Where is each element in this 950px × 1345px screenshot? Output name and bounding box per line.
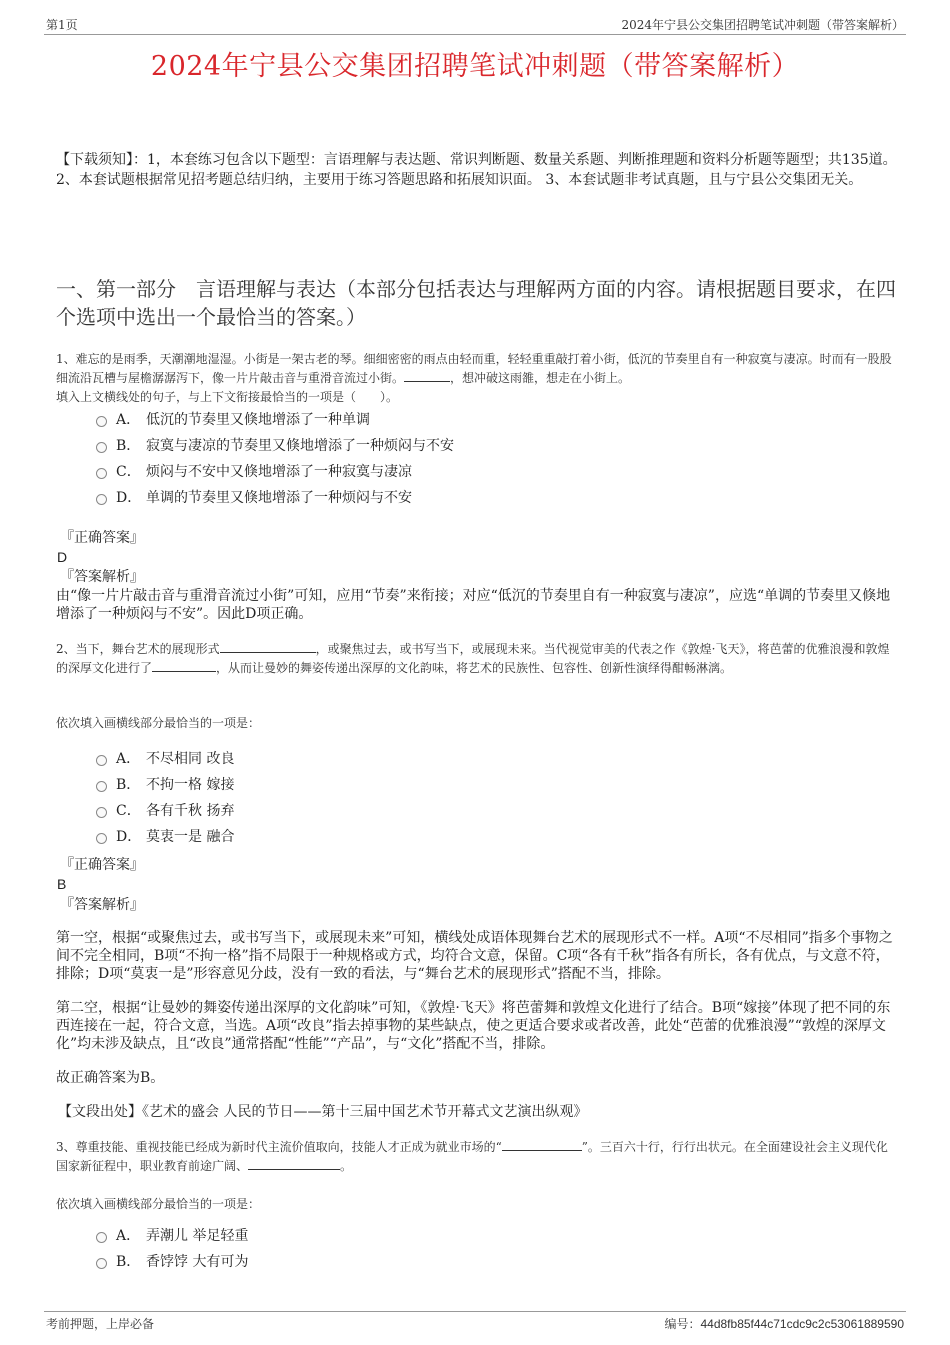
option-b[interactable]: B． 不拘一格 嫁接 — [96, 772, 596, 798]
answer-blank — [220, 640, 316, 653]
question-2-stem: 2、当下，舞台艺术的展现形式 ，或聚焦过去，或书写当下，或展现未来。当代视觉审美的代表之作《敦煌·飞天》，将芭蕾的优雅浪漫和敦煌的深厚文化进行了 ，从而让曼妙的舞姿传递出深厚的文化韵味，将艺术的民族性、包容性、创新性演绎得酣畅淋漓。 — [56, 642, 890, 675]
question-prompt: 依次填入画横线部分最恰当的一项是： — [56, 1197, 261, 1211]
page-footer — [44, 1311, 906, 1332]
option-d[interactable]: D． 莫衷一是 融合 — [96, 824, 596, 850]
answer-blank — [404, 369, 450, 382]
analysis-paragraph-1: 第一空，根据“或聚焦过去，或书写当下，或展现未来”可知，横线处成语体现舞台艺术的展现形式不一样。A项“不尽相同”指多个事物之间不完全相同，B项“不拘一格”指不局限于一种规格或方式，均符合文意，保留。C项“各有千秋”指各有所长，各有优点，与文意不符，排除；D项“莫衷一是”形容意见分歧，没有一致的看法，与“舞台艺术的展现形式”搭配不当，排除。 — [56, 930, 893, 982]
answer-blank — [248, 1157, 340, 1170]
radio-icon[interactable] — [96, 468, 107, 479]
radio-icon[interactable] — [96, 833, 107, 844]
correct-answer: D — [57, 549, 68, 565]
source-citation: 【文段出处】《艺术的盛会 人民的节日——第十三届中国艺术节开幕式文艺演出纵观》 — [58, 1104, 588, 1120]
correct-answer: B — [57, 876, 67, 892]
analysis-text: 由“像一片片敲击音与重滑音流过小街”可知，应用“节奏”来衔接；对应“低沉的节奏里自有一种寂寞与凄凉”，应选“单调的节奏里又倏地增添了一种烦闷与不安”。因此D项正确。 — [56, 588, 891, 622]
footer-slogan: 考前押题，上岸必备 — [46, 1317, 155, 1331]
radio-icon[interactable] — [96, 1258, 107, 1269]
question-2-options — [96, 746, 596, 850]
section-heading: 一、第一部分 言语理解与表达（本部分包括表达与理解两方面的内容。请根据题目要求，在四个选项中选出一个最恰当的答案。） — [56, 277, 896, 329]
option-a[interactable]: A． 低沉的节奏里又倏地增添了一种单调 — [96, 407, 596, 433]
correct-answer-label: 『正确答案』 — [60, 530, 144, 546]
option-b[interactable]: B． 寂寞与凄凉的节奏里又倏地增添了一种烦闷与不安 — [96, 433, 596, 459]
question-prompt: 填入上文横线处的句子，与上下文衔接最恰当的一项是（ ）。 — [56, 390, 399, 404]
radio-icon[interactable] — [96, 442, 107, 453]
option-d[interactable]: D． 单调的节奏里又倏地增添了一种烦闷与不安 — [96, 485, 596, 511]
analysis-conclusion: 故正确答案为B。 — [56, 1070, 165, 1086]
download-notice: 【下载须知】：1，本套练习包含以下题型：言语理解与表达题、常识判断题、数量关系题、判断推理题和资料分析题等题型；共135道。 2、本套试题根据常见招考题总结归纳，主要用于练习答题思路和拓展知识面。 3、本套试题非考试真题，且与宁县公交集团无关。 — [56, 152, 897, 188]
analysis-label: 『答案解析』 — [60, 897, 144, 913]
radio-icon[interactable] — [96, 755, 107, 766]
radio-icon[interactable] — [96, 494, 107, 505]
document-title: 2024年宁县公交集团招聘笔试冲刺题（带答案解析） — [150, 51, 800, 82]
document-code: 编号：44d8fb85f44c71cdc9c2c53061889590 — [664, 1317, 904, 1331]
question-1-options — [96, 407, 596, 511]
option-a[interactable]: A． 不尽相同 改良 — [96, 746, 596, 772]
radio-icon[interactable] — [96, 1232, 107, 1243]
answer-blank — [152, 659, 216, 672]
option-c[interactable]: C． 各有千秋 扬弃 — [96, 798, 596, 824]
correct-answer-label: 『正确答案』 — [60, 857, 144, 873]
option-b[interactable]: B． 香饽饽 大有可为 — [96, 1249, 596, 1275]
radio-icon[interactable] — [96, 807, 107, 818]
answer-blank — [502, 1138, 582, 1151]
question-1-stem: 1、难忘的是雨季，天潮潮地湿湿。小街是一架古老的琴。细细密密的雨点由轻而重，轻轻重重敲打着小街，低沉的节奏里自有一种寂寞与凄凉。时而有一股股细流沿瓦槽与屋檐潺潺泻下，像一片片敲击音与重滑音流过小街。 ，想冲破这雨雒，想走在小街上。 填入上文横线处的句子，与上下文衔接最恰当的一项是（ ）。 — [56, 352, 892, 404]
page-number: 第1页 — [46, 18, 78, 32]
question-3-stem: 3、尊重技能、重视技能已经成为新时代主流价值取向，技能人才正成为就业市场的“ ”。三百六十行，行行出状元。在全面建设社会主义现代化国家新征程中，职业教育前途广阔、 。 — [56, 1140, 888, 1173]
page-header — [44, 14, 906, 35]
radio-icon[interactable] — [96, 416, 107, 427]
analysis-label: 『答案解析』 — [60, 569, 144, 585]
header-doc-title: 2024年宁县公交集团招聘笔试冲刺题（带答案解析） — [621, 18, 904, 32]
option-c[interactable]: C． 烦闷与不安中又倏地增添了一种寂寞与凄凉 — [96, 459, 596, 485]
radio-icon[interactable] — [96, 781, 107, 792]
question-prompt: 依次填入画横线部分最恰当的一项是： — [56, 716, 261, 730]
question-3-options — [96, 1223, 596, 1275]
option-a[interactable]: A． 弄潮儿 举足轻重 — [96, 1223, 596, 1249]
analysis-paragraph-2: 第二空，根据“让曼妙的舞姿传递出深厚的文化韵味”可知，《敦煌·飞天》将芭蕾舞和敦煌文化进行了结合。B项“嫁接”体现了把不同的东西连接在一起，符合文意，当选。A项“改良”指去掉事物的某些缺点，使之更适合要求或者改善，此处“芭蕾的优雅浪漫”“敦煌的深厚文化”均未涉及缺点，且“改良”通常搭配“性能”“产品”，与“文化”搭配不当，排除。 — [56, 1000, 891, 1052]
